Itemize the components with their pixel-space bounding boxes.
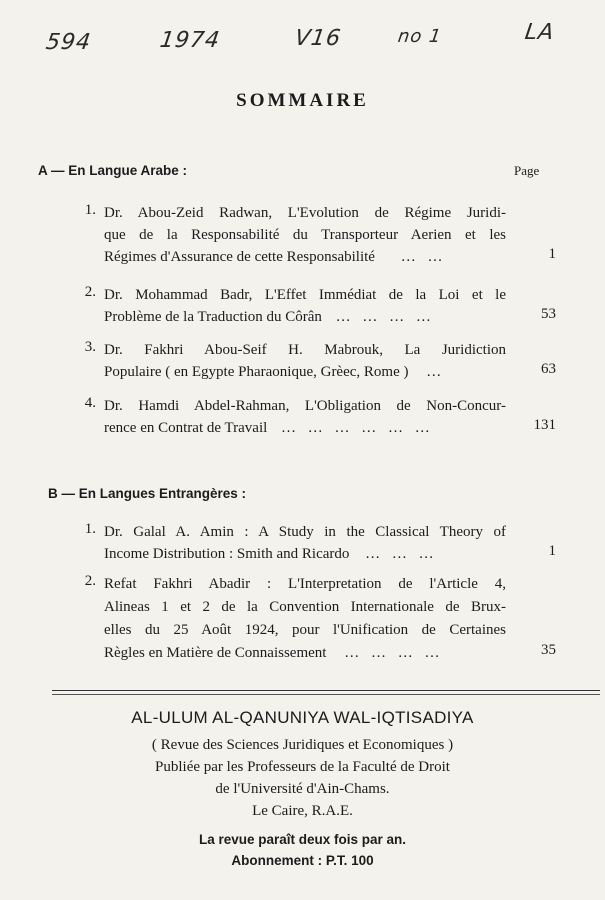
entry-page-number: 35	[541, 642, 556, 658]
entry-line-text: rence en Contrat de Travail	[104, 420, 268, 436]
entry-line-text: Règles en Matière de Connaissement	[104, 645, 327, 661]
handwritten-note: no 1	[396, 26, 444, 47]
leader-dots: … … … …	[335, 309, 435, 325]
handwritten-note: 1974	[158, 28, 222, 53]
entry-line-text: Régimes d'Assurance de cette Responsabilité	[104, 249, 375, 265]
entry-number: 2.	[84, 573, 96, 589]
entry-number: 4.	[84, 395, 96, 411]
handwritten-note: V16	[293, 26, 343, 51]
journal-name: AL-ULUM AL-QANUNIYA WAL-IQTISADIYA	[131, 708, 474, 727]
leader-dots: … … … … … …	[281, 420, 434, 436]
handwritten-note: 594	[44, 30, 93, 55]
entry-line: Dr. Fakhri Abou-Seif H. Mabrouk, La Juridiction	[104, 342, 506, 358]
entry-line	[104, 246, 506, 268]
divider	[52, 690, 600, 691]
entry-line: que de la Responsabilité du Transporteur Aerien et les	[104, 227, 506, 243]
publisher-line: de l'Université d'Ain-Chams.	[215, 781, 390, 797]
entry-page-number: 53	[541, 306, 556, 322]
handwritten-note: LA	[523, 20, 557, 45]
entry-line: Dr. Hamdi Abdel-Rahman, L'Obligation de Non-Concur-	[104, 398, 506, 414]
leader-dots: … … … …	[344, 645, 444, 661]
entry-line	[104, 642, 506, 664]
entry-page-number: 1	[548, 246, 556, 262]
entry-page-number: 1	[548, 543, 556, 559]
entry-line-text: Problème de la Traduction du Côrân	[104, 309, 322, 325]
entry-page-number: 131	[533, 417, 556, 433]
entry-line: Dr. Galal A. Amin : A Study in the Classical Theory of	[104, 524, 506, 540]
page-column-header: Page	[514, 163, 540, 178]
publication-place: Le Caire, R.A.E.	[252, 803, 353, 819]
divider	[52, 694, 600, 695]
entry-number: 1.	[84, 521, 96, 537]
entry-line: Refat Fakhri Abadir : L'Interpretation de l'Article 4,	[104, 576, 506, 592]
entry-number: 3.	[84, 339, 96, 355]
leader-dots: … … …	[365, 546, 438, 562]
section-a-heading: A — En Langue Arabe :	[38, 163, 188, 178]
entry-line: elles du 25 Août 1924, pour l'Unification de Certaines	[104, 622, 506, 638]
entry-page-number: 63	[541, 361, 556, 377]
entry-number: 2.	[84, 284, 96, 300]
journal-subtitle: ( Revue des Sciences Juridiques et Economiques )	[151, 737, 454, 753]
entry-line	[104, 361, 506, 383]
entry-line	[104, 543, 506, 565]
section-b-heading: B — En Langues Entrangères :	[48, 486, 247, 501]
entry-line: Alineas 1 et 2 de la Convention Internationale de Brux-	[104, 599, 506, 615]
entry-line: Dr. Abou-Zeid Radwan, L'Evolution de Régime Juridi-	[104, 205, 506, 221]
subscription-price: Abonnement : P.T. 100	[231, 853, 374, 868]
entry-line-text: Populaire ( en Egypte Pharaonique, Grèec, Rome )	[104, 364, 409, 380]
publication-frequency: La revue paraît deux fois par an.	[198, 832, 407, 847]
entry-line: Dr. Mohammad Badr, L'Effet Immédiat de la Loi et le	[104, 287, 506, 303]
leader-dots: … …	[400, 249, 447, 265]
publisher-line: Publiée par les Professeurs de la Faculté de Droit	[155, 759, 450, 775]
page-title: SOMMAIRE	[236, 90, 369, 111]
entry-line	[104, 417, 506, 439]
entry-line	[104, 306, 506, 328]
entry-line-text: Income Distribution : Smith and Ricardo	[104, 546, 350, 562]
leader-dots: …	[426, 364, 446, 380]
entry-number: 1.	[84, 202, 96, 218]
